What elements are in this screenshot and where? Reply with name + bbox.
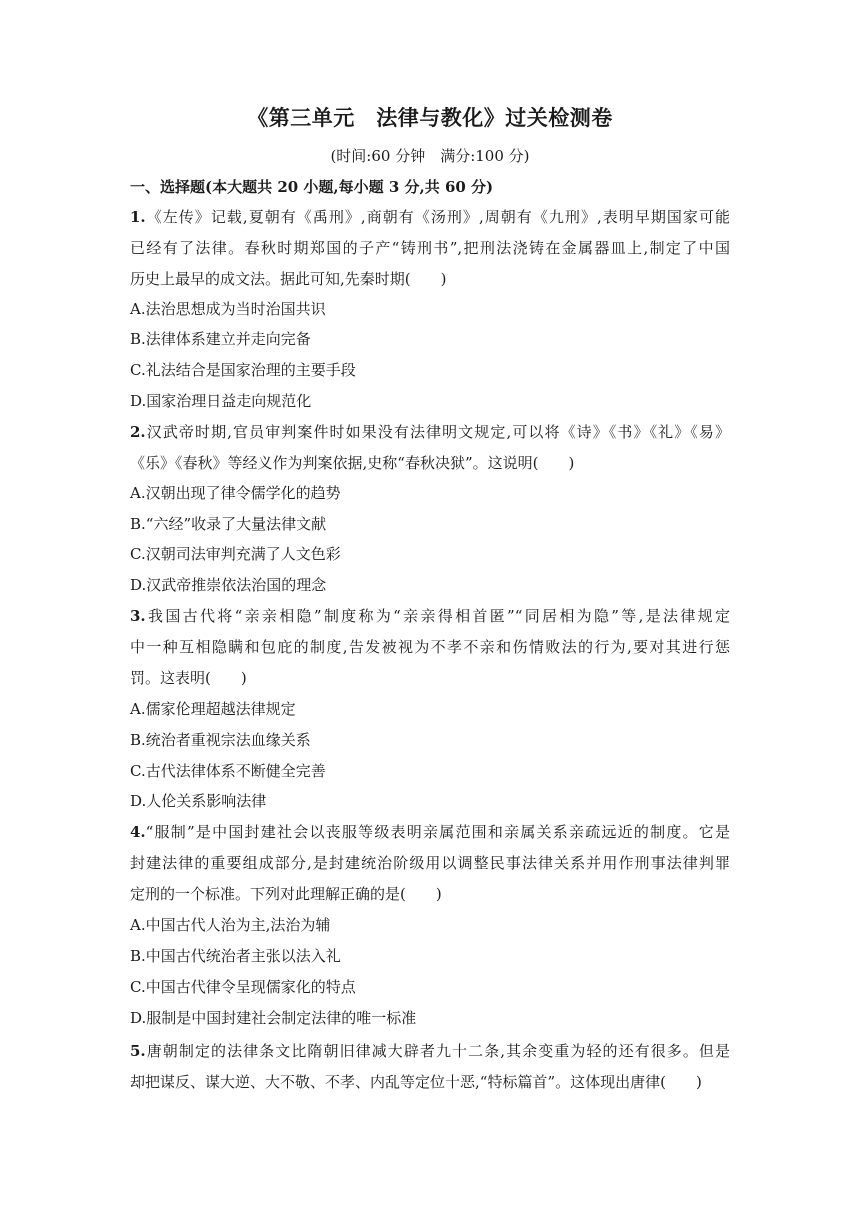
question-1-stem-line-1: 1.《左传》记载,夏朝有《禹刑》,商朝有《汤刑》,周朝有《九刑》,表明早期国家可能 bbox=[130, 208, 730, 226]
question-2-number: 2. bbox=[130, 423, 146, 441]
question-5-stem-line-2: 却把谋反、谋大逆、大不敬、不孝、内乱等定位十恶,“特标篇首”。这体现出唐律( ) bbox=[130, 1073, 702, 1091]
question-5-number: 5. bbox=[130, 1042, 146, 1060]
question-3-option-d: D.人伦关系影响法律 bbox=[130, 792, 267, 810]
question-4-option-d: D.服制是中国封建社会制定法律的唯一标准 bbox=[130, 1009, 417, 1027]
question-3-option-c: C.古代法律体系不断健全完善 bbox=[130, 762, 326, 780]
question-1-option-d: D.国家治理日益走向规范化 bbox=[130, 392, 312, 410]
section-heading: 一、选择题(本大题共 20 小题,每小题 3 分,共 60 分) bbox=[130, 178, 494, 196]
question-1-number: 1. bbox=[130, 208, 146, 226]
question-2-option-d: D.汉武帝推崇依法治国的理念 bbox=[130, 576, 327, 594]
exam-time-score: (时间:60 分钟 满分:100 分) bbox=[330, 147, 530, 165]
question-2-option-a: A.汉朝出现了律令儒学化的趋势 bbox=[130, 484, 341, 502]
question-3-stem-line-3: 罚。这表明( ) bbox=[130, 669, 247, 687]
question-3-number: 3. bbox=[130, 607, 146, 625]
question-2-option-b: B.“六经”收录了大量法律文献 bbox=[130, 515, 327, 533]
question-4-stem-line-3: 定刑的一个标准。下列对此理解正确的是( ) bbox=[130, 885, 442, 903]
question-2-stem-line-2: 《乐》《春秋》等经义作为判案依据,史称“春秋决狱”。这说明( ) bbox=[130, 454, 575, 472]
question-3-option-a: A.儒家伦理超越法律规定 bbox=[130, 700, 296, 718]
question-1-stem-line-3: 历史上最早的成文法。据此可知,先秦时期( ) bbox=[130, 270, 447, 288]
question-2-option-c: C.汉朝司法审判充满了人文色彩 bbox=[130, 545, 341, 563]
question-4-option-a: A.中国古代人治为主,法治为辅 bbox=[130, 916, 331, 934]
question-5-stem-line-1: 5.唐朝制定的法律条文比隋朝旧律减大辟者九十二条,其余变重为轻的还有很多。但是 bbox=[130, 1042, 730, 1060]
question-4-stem-line-1: 4.“服制”是中国封建社会以丧服等级表明亲属范围和亲属关系亲疏远近的制度。它是 bbox=[130, 823, 730, 841]
question-1-option-c: C.礼法结合是国家治理的主要手段 bbox=[130, 361, 356, 379]
question-1-stem-line-2: 已经有了法律。春秋时期郑国的子产“铸刑书”,把刑法浇铸在金属器皿上,制定了中国 bbox=[130, 239, 730, 257]
question-4-option-c: C.中国古代律令呈现儒家化的特点 bbox=[130, 978, 356, 996]
question-4-stem-line-2: 封建法律的重要组成部分,是封建统治阶级用以调整民事法律关系并用作刑事法律判罪 bbox=[130, 854, 730, 872]
question-1-option-a: A.法治思想成为当时治国共识 bbox=[130, 300, 326, 318]
question-3-stem-line-1: 3.我国古代将“亲亲相隐”制度称为“亲亲得相首匿”“同居相为隐”等,是法律规定 bbox=[130, 607, 730, 625]
question-4-option-b: B.中国古代统治者主张以法入礼 bbox=[130, 947, 341, 965]
question-1-option-b: B.法律体系建立并走向完备 bbox=[130, 330, 311, 348]
question-3-option-b: B.统治者重视宗法血缘关系 bbox=[130, 731, 311, 749]
question-3-stem-line-2: 中一种互相隐瞒和包庇的制度,告发被视为不孝不亲和伤情败法的行为,要对其进行惩 bbox=[130, 638, 730, 656]
page-title: 《第三单元 法律与教化》过关检测卷 bbox=[247, 105, 613, 130]
question-4-number: 4. bbox=[130, 823, 146, 841]
question-2-stem-line-1: 2.汉武帝时期,官员审判案件时如果没有法律明文规定,可以将《诗》《书》《礼》《易》 bbox=[130, 423, 730, 441]
